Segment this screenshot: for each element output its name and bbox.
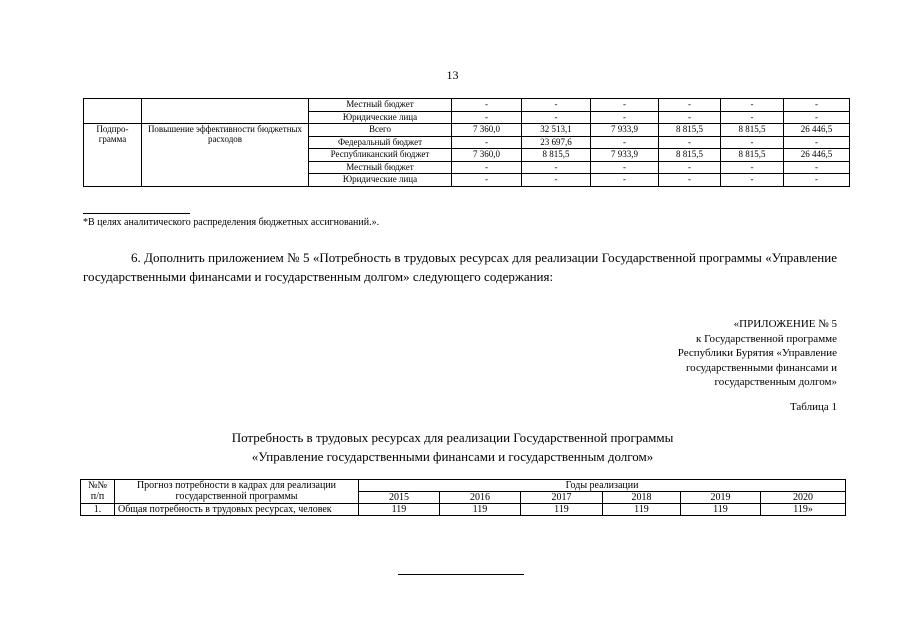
value-cell: -: [591, 161, 659, 174]
value-cell: 119: [521, 504, 603, 516]
year-header: 2017: [521, 492, 603, 504]
table-title-line: «Управление государственными финансами и государственным долгом»: [251, 449, 654, 464]
value-cell: -: [784, 136, 850, 149]
value-cell: -: [522, 99, 591, 112]
value-cell: -: [452, 161, 522, 174]
value-cell: 26 446,5: [784, 149, 850, 162]
value-cell: 119: [440, 504, 521, 516]
value-cell: -: [452, 111, 522, 124]
appendix-line: государственным долгом»: [714, 376, 837, 388]
value-cell: -: [721, 136, 784, 149]
value-cell: -: [452, 99, 522, 112]
budget-table: [83, 98, 850, 187]
value-cell: -: [522, 161, 591, 174]
value-cell: -: [452, 136, 522, 149]
table-title: [0, 428, 905, 466]
labor-resources-table: [80, 479, 846, 516]
funding-source: Юридические лица: [309, 174, 452, 187]
appendix-line: к Государственной программе: [696, 332, 837, 345]
funding-source: Республиканский бюджет: [309, 149, 452, 162]
appendix-heading: [597, 317, 837, 390]
value-cell: -: [784, 174, 850, 187]
value-cell: -: [721, 111, 784, 124]
number-column-header: №№ п/п: [81, 480, 115, 504]
budget-row: [84, 99, 850, 112]
value-cell: -: [522, 174, 591, 187]
value-cell: -: [591, 136, 659, 149]
subprogram-type: Подпро-грамма: [84, 124, 142, 187]
value-cell: 7 360,0: [452, 149, 522, 162]
subprogram-name: Повышение эффективности бюджетных расходов: [142, 124, 309, 187]
value-cell: -: [721, 174, 784, 187]
year-header: 2015: [359, 492, 440, 504]
value-cell: 8 815,5: [721, 124, 784, 137]
value-cell: 8 815,5: [522, 149, 591, 162]
empty-cell: [84, 99, 142, 124]
year-header: 2018: [603, 492, 681, 504]
value-cell: -: [721, 99, 784, 112]
value-cell: 8 815,5: [659, 124, 721, 137]
value-cell: -: [591, 174, 659, 187]
row-label: Общая потребность в трудовых ресурсах, человек: [115, 504, 359, 516]
value-cell: -: [591, 111, 659, 124]
table-label: Таблица 1: [789, 401, 837, 413]
funding-source: Юридические лица: [309, 111, 452, 124]
value-cell: -: [784, 161, 850, 174]
page-number: 13: [446, 68, 459, 82]
amendment-paragraph: 6. Дополнить приложением № 5 «Потребность в трудовых ресурсах для реализации Государственной программы «Управление государственными финансами и государственным долгом» следующего содержания:: [83, 250, 837, 284]
value-cell: -: [659, 136, 721, 149]
value-cell: 8 815,5: [721, 149, 784, 162]
value-cell: -: [784, 111, 850, 124]
table-title-line: Потребность в трудовых ресурсах для реализации Государственной программы: [231, 430, 674, 445]
value-cell: 32 513,1: [522, 124, 591, 137]
value-cell: 26 446,5: [784, 124, 850, 137]
footnote-divider: [83, 213, 190, 214]
header-row: [81, 480, 846, 492]
value-cell: -: [659, 99, 721, 112]
funding-source: Местный бюджет: [309, 161, 452, 174]
value-cell: 119: [359, 504, 440, 516]
value-cell: -: [659, 174, 721, 187]
value-cell: -: [721, 161, 784, 174]
value-cell: 7 933,9: [591, 149, 659, 162]
years-header: Годы реализации: [359, 480, 846, 492]
value-cell: -: [659, 111, 721, 124]
value-cell: 7 360,0: [452, 124, 522, 137]
year-header: 2016: [440, 492, 521, 504]
value-cell: 119: [681, 504, 761, 516]
value-cell: -: [784, 99, 850, 112]
value-cell: -: [522, 111, 591, 124]
footnote: *В целях аналитического распределения бюджетных ассигнований.».: [83, 217, 380, 228]
year-header: 2019: [681, 492, 761, 504]
table-row: [81, 504, 846, 516]
appendix-line: Республики Бурятия «Управление: [677, 347, 837, 359]
value-cell: -: [659, 161, 721, 174]
funding-source: Федеральный бюджет: [309, 136, 452, 149]
forecast-column-header: Прогноз потребности в кадрах для реализации государственной программы: [115, 480, 359, 504]
funding-source: Местный бюджет: [309, 99, 452, 112]
appendix-line: «ПРИЛОЖЕНИЕ № 5: [733, 318, 837, 330]
value-cell: -: [591, 99, 659, 112]
appendix-line: государственными финансами и: [685, 361, 837, 374]
value-cell: 119»: [761, 504, 846, 516]
value-cell: 119: [603, 504, 681, 516]
row-number: 1.: [81, 504, 115, 516]
bottom-divider: [398, 574, 524, 575]
value-cell: 8 815,5: [659, 149, 721, 162]
value-cell: 7 933,9: [591, 124, 659, 137]
empty-cell: [142, 99, 309, 124]
funding-source: Всего: [309, 124, 452, 137]
budget-row: [84, 124, 850, 137]
year-header: 2020: [761, 492, 846, 504]
value-cell: 23 697,6: [522, 136, 591, 149]
value-cell: -: [452, 174, 522, 187]
